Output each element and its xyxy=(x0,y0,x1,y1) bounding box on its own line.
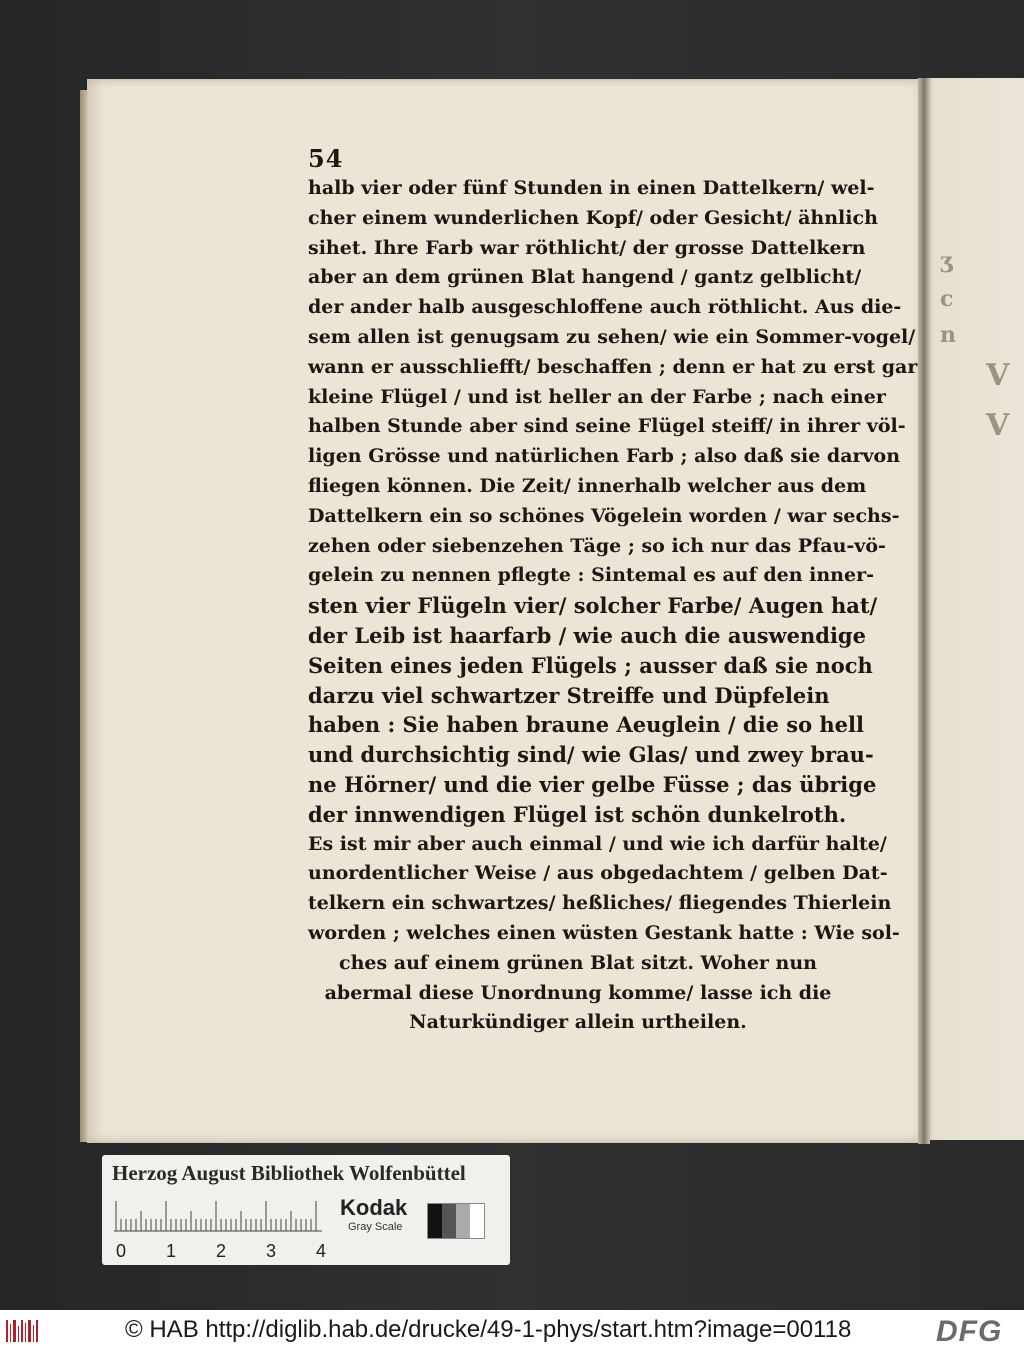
text-line: ne Hörner/ und die vier gelbe Füsse ; das übrige xyxy=(308,771,877,797)
ruler-number: 3 xyxy=(266,1241,277,1261)
swatch-white xyxy=(470,1204,484,1238)
adjacent-page xyxy=(926,78,1024,1140)
text-line: der innwendigen Flügel ist schön dunkelroth. xyxy=(308,801,847,827)
text-line: zehen oder siebenzehen Täge ; so ich nur das Pfau-vö- xyxy=(308,534,886,557)
bleed-through-mark: n xyxy=(940,322,956,348)
text-line: aber an dem grünen Blat hangend / gantz gelblicht/ xyxy=(308,266,862,289)
ruler-scale xyxy=(114,1195,324,1233)
text-line: und durchsichtig sind/ wie Glas/ und zwey brau- xyxy=(308,742,874,768)
footer-bar xyxy=(0,1310,1024,1350)
bleed-through-mark: ʒ xyxy=(940,248,953,274)
kodak-brand: Kodak xyxy=(340,1195,408,1220)
text-line: halben Stunde aber sind seine Flügel steiff/ in ihrer völ- xyxy=(308,415,906,438)
text-line: darzu viel schwartzer Streiffe und Düpfelein xyxy=(308,682,830,708)
ruler-numbers xyxy=(110,1241,340,1263)
swatch-black xyxy=(428,1204,442,1238)
text-line: haben : Sie haben braune Aeuglein / die so hell xyxy=(308,712,864,738)
bleed-through-mark: c xyxy=(940,286,954,312)
text-line: sihet. Ihre Farb war röthlicht/ der grosse Dattelkern xyxy=(308,236,866,259)
ruler-number: 2 xyxy=(216,1241,227,1261)
text-line: der Leib ist haarfarb / wie auch die auswendige xyxy=(308,622,866,648)
swatch-dark-gray xyxy=(442,1204,456,1238)
ruler-number: 0 xyxy=(116,1241,127,1261)
text-line: halb vier oder fünf Stunden in einen Dattelkern/ wel- xyxy=(308,177,875,199)
page-text xyxy=(308,144,918,1038)
library-label-card xyxy=(102,1155,510,1265)
text-line: sten vier Flügeln vier/ solcher Farbe/ Augen hat/ xyxy=(308,593,878,619)
bleed-through-mark: V xyxy=(986,408,1010,443)
text-line: der ander halb ausgeschloffene auch röthlicht. Aus die- xyxy=(308,296,902,319)
text-line: kleine Flügel / und ist heller an der Farbe ; nach einer xyxy=(308,385,886,408)
text-line: Naturkündiger allein urtheilen. xyxy=(409,1011,747,1034)
swatch-light-gray xyxy=(456,1204,470,1238)
text-line: worden ; welches einen wüsten Gestank hatte : Wie sol- xyxy=(308,921,900,944)
text-line: ches auf einem grünen Blat sitzt. Woher nun xyxy=(339,951,817,974)
book-gutter xyxy=(918,78,930,1144)
gray-scale-swatches xyxy=(427,1203,485,1239)
text-line: gelein zu nennen pflegte : Sintemal es auf den inner- xyxy=(308,564,874,587)
text-line: Dattelkern ein so schönes Vögelein worden / war sechs- xyxy=(308,504,900,527)
bleed-through-mark: V xyxy=(986,358,1010,393)
footer-credit: © HAB http://diglib.hab.de/drucke/49-1-phys/start.htm?image=00118 xyxy=(125,1316,852,1343)
text-line: abermal diese Unordnung komme/ lasse ich die xyxy=(324,981,832,1004)
text-line: wann er ausschliefft/ beschaffen ; denn er hat zu erst gar xyxy=(308,355,918,378)
dfg-logo: DFG xyxy=(936,1315,1003,1348)
text-line: Seiten eines jeden Flügels ; ausser daß sie noch xyxy=(308,652,873,678)
barcode-icon xyxy=(6,1318,40,1344)
text-line: fliegen können. Die Zeit/ innerhalb welcher aus dem xyxy=(308,474,867,497)
library-name: Herzog August Bibliothek Wolfenbüttel xyxy=(112,1161,466,1185)
gray-scale-label: Gray Scale xyxy=(348,1221,403,1233)
ruler-number: 1 xyxy=(166,1241,177,1261)
text-line: Es ist mir aber auch einmal / und wie ich darfür halte/ xyxy=(308,832,887,855)
text-line: telkern ein schwartzes/ heßliches/ fliegendes Thierlein xyxy=(308,892,892,915)
ruler-number: 4 xyxy=(316,1241,327,1261)
text-line: sem allen ist genugsam zu sehen/ wie ein Sommer-vogel/ xyxy=(308,325,916,348)
text-line: unordentlicher Weise / aus obgedachtem / gelben Dat- xyxy=(308,862,888,885)
text-line: ligen Grösse und natürlichen Farb ; also daß sie darvon xyxy=(308,445,901,468)
text-line: cher einem wunderlichen Kopf/ oder Gesicht/ ähnlich xyxy=(308,206,878,229)
page-number: 54 xyxy=(308,144,344,173)
